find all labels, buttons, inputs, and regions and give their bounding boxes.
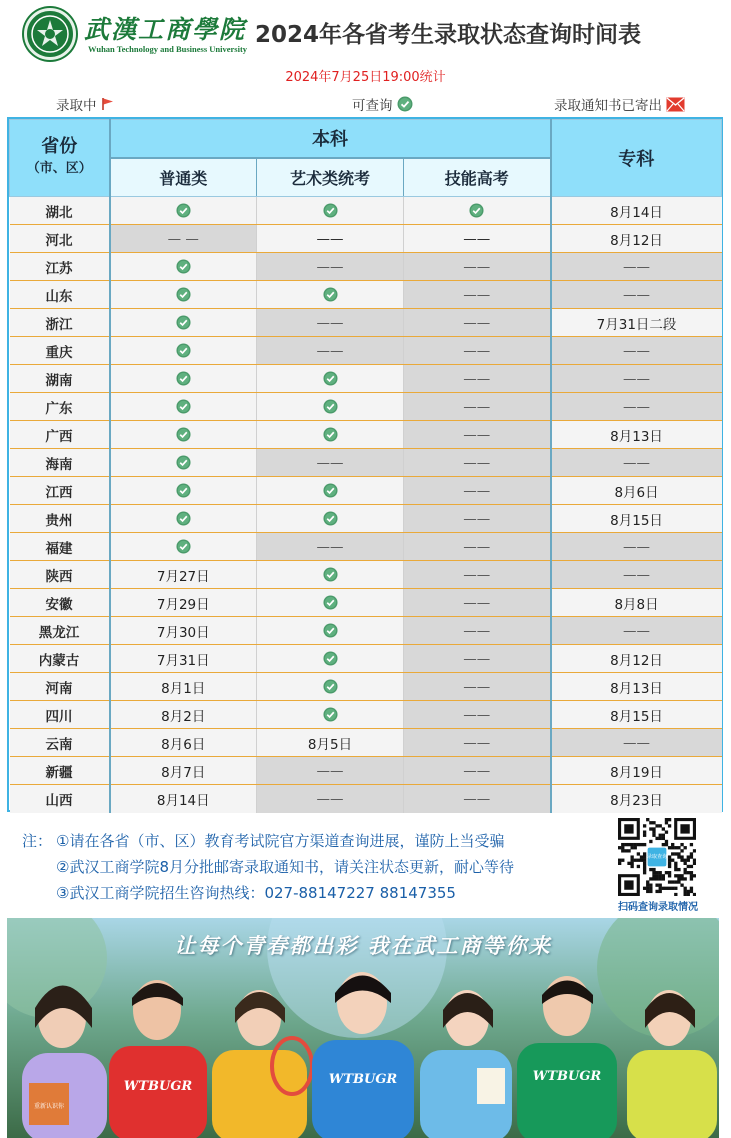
art-exam-cell: [257, 197, 404, 225]
skill-exam-cell: ——: [404, 225, 551, 253]
province-header-sub: （市、区）: [26, 161, 92, 176]
table-row: [10, 281, 722, 309]
students-banner: [7, 918, 719, 1138]
general-category-cell: [110, 309, 257, 337]
art-exam-cell: [257, 617, 404, 645]
legend-queryable-label: 可查询: [352, 98, 393, 114]
art-exam-cell: [257, 645, 404, 673]
skill-exam-cell: ——: [404, 561, 551, 589]
book-cover-text: 重新认识你: [33, 1103, 65, 1110]
junior-college-cell: 8月19日: [551, 757, 722, 785]
junior-college-cell: 8月12日: [551, 645, 722, 673]
general-category-cell: [110, 197, 257, 225]
art-exam-cell: ——: [257, 757, 404, 785]
check-circle-icon: [176, 539, 191, 554]
skill-exam-cell: ——: [404, 673, 551, 701]
junior-college-cell: 8月15日: [551, 701, 722, 729]
art-exam-cell: ——: [257, 785, 404, 813]
general-category-header: 普通类: [110, 158, 257, 197]
general-category-cell: [110, 421, 257, 449]
skill-exam-cell: ——: [404, 533, 551, 561]
junior-college-cell: ——: [551, 617, 722, 645]
check-circle-icon: [323, 399, 338, 414]
art-exam-cell: [257, 281, 404, 309]
qr-center-label: 录取查询: [646, 854, 668, 861]
junior-college-cell: ——: [551, 253, 722, 281]
note-2: ②武汉工商学院8月分批邮寄录取通知书，请关注状态更新，耐心等待: [56, 858, 514, 876]
general-category-cell: [110, 449, 257, 477]
art-exam-cell: [257, 673, 404, 701]
province-cell: 云南: [10, 729, 110, 757]
shirt-text-2: WTBUGR: [328, 1072, 398, 1087]
general-category-cell: 7月30日: [110, 617, 257, 645]
general-category-cell: [110, 505, 257, 533]
province-cell: 安徽: [10, 589, 110, 617]
check-circle-icon: [176, 203, 191, 218]
junior-college-cell: 8月23日: [551, 785, 722, 813]
notes: [22, 828, 514, 906]
table-row: [10, 197, 722, 225]
junior-college-cell: ——: [551, 561, 722, 589]
table-row: [10, 505, 722, 533]
junior-college-cell: 8月14日: [551, 197, 722, 225]
junior-college-header: 专科: [551, 120, 722, 197]
check-circle-icon: [176, 287, 191, 302]
table-row: [10, 645, 722, 673]
check-circle-icon: [323, 679, 338, 694]
check-circle-icon: [176, 315, 191, 330]
table-row: [10, 225, 722, 253]
legend-admitting-label: 录取中: [56, 98, 97, 114]
logo-name-en: Wuhan Technology and Business University: [88, 44, 248, 54]
general-category-cell: 7月29日: [110, 589, 257, 617]
province-cell: 江西: [10, 477, 110, 505]
skill-exam-cell: ——: [404, 253, 551, 281]
check-circle-icon: [176, 259, 191, 274]
province-cell: 内蒙古: [10, 645, 110, 673]
skill-exam-cell: ——: [404, 309, 551, 337]
check-circle-icon: [323, 707, 338, 722]
table-row: [10, 617, 722, 645]
art-exam-cell: ——: [257, 225, 404, 253]
note-label: 注：: [22, 832, 53, 850]
check-circle-icon: [323, 371, 338, 386]
art-exam-cell: [257, 701, 404, 729]
table-row: [10, 589, 722, 617]
qr-code[interactable]: [618, 818, 696, 896]
province-cell: 湖北: [10, 197, 110, 225]
skill-exam-cell: ——: [404, 449, 551, 477]
check-circle-icon: [469, 203, 484, 218]
table-row: [10, 421, 722, 449]
check-circle-icon: [323, 427, 338, 442]
province-cell: 湖南: [10, 365, 110, 393]
legend-mailed: [554, 94, 685, 114]
skill-exam-header: 技能高考: [404, 158, 551, 197]
general-category-cell: 7月27日: [110, 561, 257, 589]
skill-exam-cell: ——: [404, 729, 551, 757]
check-circle-icon: [397, 96, 413, 112]
admission-status-table: [7, 117, 723, 812]
check-circle-icon: [323, 595, 338, 610]
skill-exam-cell: ——: [404, 505, 551, 533]
shirt-text-3: WTBUGR: [532, 1069, 602, 1084]
general-category-cell: 8月14日: [110, 785, 257, 813]
province-header-label: 省份: [41, 136, 78, 157]
general-category-cell: 8月6日: [110, 729, 257, 757]
logo-name-cn: 武漢工商學院: [84, 15, 247, 44]
province-cell: 新疆: [10, 757, 110, 785]
skill-exam-cell: ——: [404, 421, 551, 449]
skill-exam-cell: ——: [404, 617, 551, 645]
province-header: [10, 120, 110, 197]
check-circle-icon: [323, 623, 338, 638]
province-cell: 陕西: [10, 561, 110, 589]
province-cell: 浙江: [10, 309, 110, 337]
province-cell: 福建: [10, 533, 110, 561]
skill-exam-cell: ——: [404, 785, 551, 813]
general-category-cell: [110, 365, 257, 393]
art-exam-cell: [257, 393, 404, 421]
banner-slogan: 让每个青春都出彩 我在武工商等你来: [174, 933, 552, 958]
art-exam-cell: 8月5日: [257, 729, 404, 757]
check-circle-icon: [176, 483, 191, 498]
province-cell: 广东: [10, 393, 110, 421]
table-row: [10, 449, 722, 477]
note-1: [22, 828, 514, 854]
statistics-time: 2024年7月25日19:00统计: [285, 70, 446, 85]
art-exam-cell: ——: [257, 309, 404, 337]
junior-college-cell: ——: [551, 337, 722, 365]
skill-exam-cell: ——: [404, 645, 551, 673]
province-cell: 贵州: [10, 505, 110, 533]
skill-exam-cell: ——: [404, 589, 551, 617]
general-category-cell: 8月7日: [110, 757, 257, 785]
general-category-cell: 8月1日: [110, 673, 257, 701]
art-exam-cell: ——: [257, 449, 404, 477]
note-1-text: ①请在各省（市、区）教育考试院官方渠道查询进展，谨防上当受骗: [56, 832, 505, 850]
qr-caption: 扫码查询录取情况: [618, 902, 698, 913]
undergraduate-header: 本科: [110, 120, 551, 158]
art-exam-cell: [257, 365, 404, 393]
table-row: [10, 337, 722, 365]
table-row: [10, 393, 722, 421]
page-header: [0, 0, 731, 62]
junior-college-cell: 8月8日: [551, 589, 722, 617]
check-circle-icon: [176, 427, 191, 442]
check-circle-icon: [323, 651, 338, 666]
junior-college-cell: 7月31日二段: [551, 309, 722, 337]
province-cell: 黑龙江: [10, 617, 110, 645]
province-cell: 河南: [10, 673, 110, 701]
skill-exam-cell: ——: [404, 281, 551, 309]
table-row: [10, 673, 722, 701]
skill-exam-cell: ——: [404, 477, 551, 505]
general-category-cell: [110, 393, 257, 421]
table-row: [10, 757, 722, 785]
junior-college-cell: ——: [551, 533, 722, 561]
mail-envelope-icon: [666, 97, 685, 112]
table-row: [10, 785, 722, 813]
art-exam-cell: [257, 561, 404, 589]
general-category-cell: 8月2日: [110, 701, 257, 729]
general-category-cell: [110, 281, 257, 309]
general-category-cell: [110, 337, 257, 365]
check-circle-icon: [176, 455, 191, 470]
skill-exam-cell: ——: [404, 757, 551, 785]
province-cell: 山东: [10, 281, 110, 309]
table-row: [10, 365, 722, 393]
junior-college-cell: 8月13日: [551, 421, 722, 449]
skill-exam-cell: ——: [404, 337, 551, 365]
table-row: [10, 309, 722, 337]
check-circle-icon: [323, 203, 338, 218]
table-row: [10, 477, 722, 505]
check-circle-icon: [176, 343, 191, 358]
junior-college-cell: 8月13日: [551, 673, 722, 701]
province-cell: 海南: [10, 449, 110, 477]
legend-mailed-label: 录取通知书已寄出: [554, 98, 662, 114]
check-circle-icon: [323, 567, 338, 582]
junior-college-cell: 8月6日: [551, 477, 722, 505]
shirt-text-1: WTBUGR: [123, 1079, 193, 1094]
general-category-cell: [110, 253, 257, 281]
junior-college-cell: 8月12日: [551, 225, 722, 253]
junior-college-cell: ——: [551, 449, 722, 477]
general-category-cell: 7月31日: [110, 645, 257, 673]
art-exam-header: 艺术类统考: [257, 158, 404, 197]
table-row: [10, 701, 722, 729]
province-cell: 四川: [10, 701, 110, 729]
skill-exam-cell: ——: [404, 393, 551, 421]
general-category-cell: — —: [110, 225, 257, 253]
red-flag-icon: [101, 97, 115, 111]
art-exam-cell: ——: [257, 337, 404, 365]
skill-exam-cell: ——: [404, 365, 551, 393]
note-3: ③武汉工商学院招生咨询热线：027-88147227 88147355: [56, 884, 456, 902]
skill-exam-cell: ——: [404, 701, 551, 729]
school-emblem-icon: [24, 8, 76, 60]
page-title: 2024年各省考生录取状态查询时间表: [255, 22, 642, 48]
junior-college-cell: ——: [551, 729, 722, 757]
art-exam-cell: [257, 421, 404, 449]
art-exam-cell: [257, 505, 404, 533]
general-category-cell: [110, 533, 257, 561]
art-exam-cell: ——: [257, 533, 404, 561]
table-row: [10, 561, 722, 589]
junior-college-cell: ——: [551, 281, 722, 309]
skill-exam-cell: [404, 197, 551, 225]
check-circle-icon: [176, 511, 191, 526]
province-cell: 山西: [10, 785, 110, 813]
art-exam-cell: [257, 589, 404, 617]
check-circle-icon: [323, 287, 338, 302]
check-circle-icon: [323, 511, 338, 526]
check-circle-icon: [176, 371, 191, 386]
check-circle-icon: [323, 483, 338, 498]
check-circle-icon: [176, 399, 191, 414]
province-cell: 河北: [10, 225, 110, 253]
legend-admitting: [56, 94, 115, 114]
province-cell: 重庆: [10, 337, 110, 365]
junior-college-cell: ——: [551, 393, 722, 421]
table-row: [10, 729, 722, 757]
art-exam-cell: ——: [257, 253, 404, 281]
province-cell: 江苏: [10, 253, 110, 281]
junior-college-cell: ——: [551, 365, 722, 393]
art-exam-cell: [257, 477, 404, 505]
table-row: [10, 533, 722, 561]
junior-college-cell: 8月15日: [551, 505, 722, 533]
table-row: [10, 253, 722, 281]
province-cell: 广西: [10, 421, 110, 449]
legend-queryable: [352, 94, 413, 114]
general-category-cell: [110, 477, 257, 505]
